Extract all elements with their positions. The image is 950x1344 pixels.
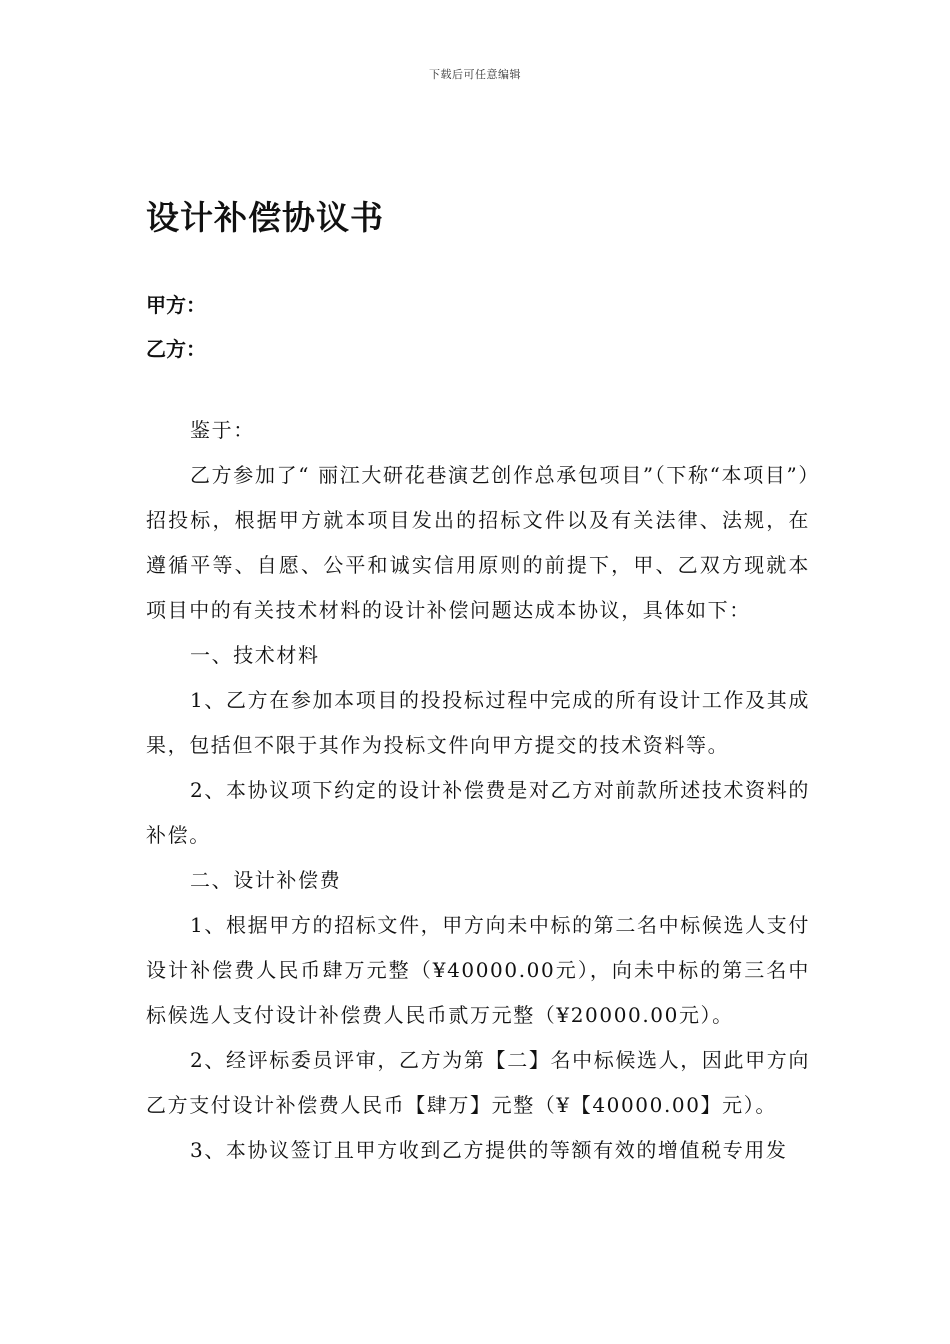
- header-note: 下载后可任意编辑: [429, 68, 521, 81]
- party-b-label: 乙方：: [146, 337, 206, 361]
- section-heading-technical-materials: 一、技术材料: [190, 643, 320, 667]
- document-title: 设计补偿协议书: [146, 198, 384, 237]
- party-a-label: 甲方：: [146, 293, 206, 317]
- agreement-body: [146, 408, 810, 1173]
- section-heading-compensation-fee: 二、设计补偿费: [190, 868, 342, 892]
- paragraph-clause-2-2: 2、经评标委员评审，乙方为第【二】名中标候选人，因此甲方向乙方支付设计补偿费人民币【肆万】元整（¥【40000.00】元）。: [146, 1048, 810, 1117]
- paragraph-clause-1-1: 1、乙方在参加本项目的投投标过程中完成的所有设计工作及其成果，包括但不限于其作为投标文件向甲方提交的技术资料等。: [146, 688, 810, 757]
- paragraph-whereas: 鉴于：: [190, 418, 255, 442]
- paragraph-preamble: 乙方参加了“ 丽江大研花巷演艺创作总承包项目”（下称“本项目”）招投标，根据甲方就本项目发出的招标文件以及有关法律、法规，在遵循平等、自愿、公平和诚实信用原则的前提下，甲、乙双方现就本项目中的有关技术材料的设计补偿问题达成本协议，具体如下：: [146, 463, 810, 622]
- paragraph-clause-2-3: 3、本协议签订且甲方收到乙方提供的等额有效的增值税专用发: [190, 1138, 788, 1162]
- paragraph-clause-2-1: 1、根据甲方的招标文件，甲方向未中标的第二名中标候选人支付设计补偿费人民币肆万元整（¥40000.00元），向未中标的第三名中标候选人支付设计补偿费人民币贰万元整（¥20000.00元）。: [146, 913, 810, 1027]
- paragraph-clause-1-2: 2、本协议项下约定的设计补偿费是对乙方对前款所述技术资料的补偿。: [146, 778, 810, 847]
